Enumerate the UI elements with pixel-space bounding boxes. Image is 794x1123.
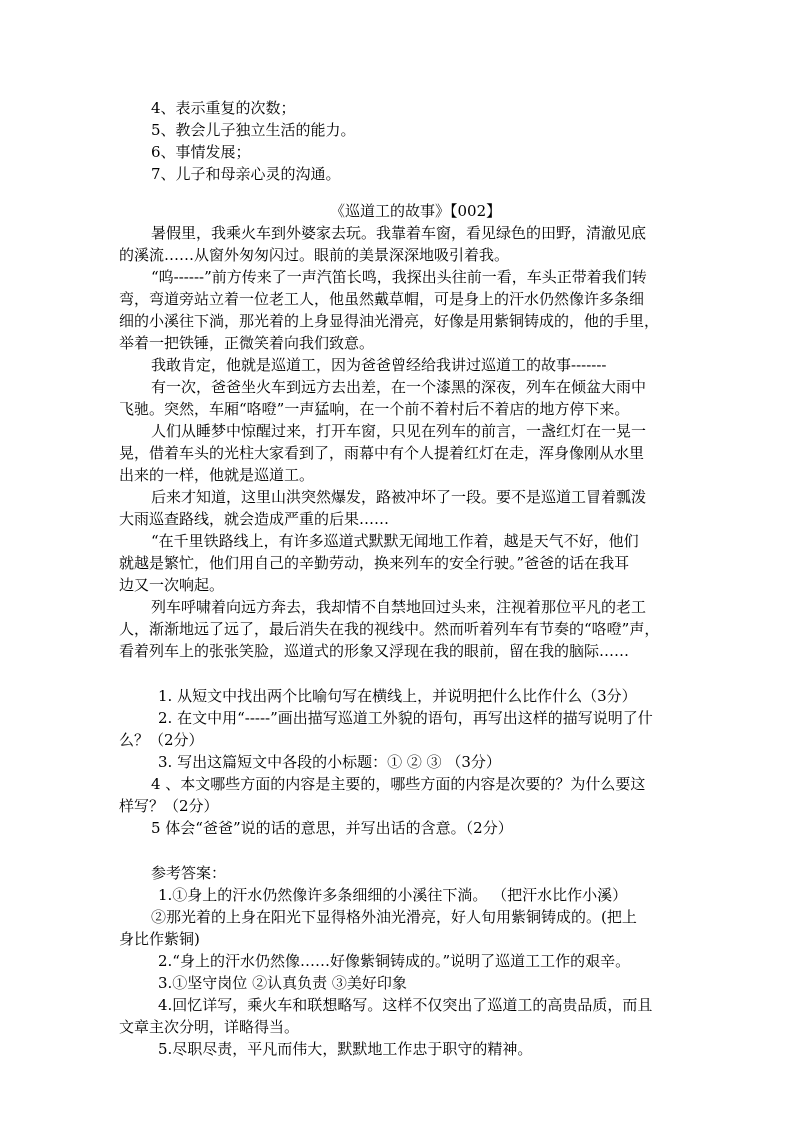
story-line: 就越是繁忙，他们用自己的辛勤劳动，换来列车的安全行驶。”爸爸的话在我耳 xyxy=(119,554,630,572)
list-item: 5、教会儿子独立生活的能力。 xyxy=(151,121,356,139)
answer-line: 文章主次分明，详略得当。 xyxy=(119,1018,300,1036)
story-line: 人，渐渐地远了远了，最后消失在我的视线中。然而听着列车有节奏的“咯噔”声， xyxy=(119,620,660,638)
answer-line: 1.①身上的汗水仍然像许多条细细的小溪往下淌。 （把汗水比作小溪） xyxy=(158,886,628,904)
story-line: 晃，借着车头的光柱大家看到了，雨幕中有个人提着红灯在走，浑身像刚从水里 xyxy=(119,444,645,462)
answer-line: 2.“身上的汗水仍然像……好像紫铜铸成的。”说明了巡道工工作的艰辛。 xyxy=(158,952,631,970)
answer-line: 5.尽职尽责，平凡而伟大，默默地工作忠于职守的精神。 xyxy=(158,1040,533,1058)
story-line: “呜------”前方传来了一声汽笛长鸣，我探出头往前一看，车头正带着我们转 xyxy=(151,268,647,286)
story-line: “在千里铁路线上，有许多巡道式默默无闻地工作着，越是天气不好，他们 xyxy=(151,532,639,550)
story-line: 举着一把铁锤，正微笑着向我们致意。 xyxy=(119,334,375,352)
answer-line: 3.①坚守岗位 ②认真负责 ③美好印象 xyxy=(158,974,407,992)
story-line: 有一次，爸爸坐火车到远方去出差，在一个漆黑的深夜，列车在倾盆大雨中 xyxy=(151,378,647,396)
story-title: 《巡道工的故事》【002】 xyxy=(330,202,502,220)
story-line: 暑假里，我乘火车到外婆家去玩。我靠着车窗，看见绿色的田野，清澈见底 xyxy=(151,224,647,242)
story-line: 后来才知道，这里山洪突然爆发，路被冲坏了一段。要不是巡道工冒着瓢泼 xyxy=(151,488,647,506)
answers-heading: 参考答案： xyxy=(151,864,227,882)
story-line: 人们从睡梦中惊醒过来，打开车窗，只见在列车的前言，一盏红灯在一晃一 xyxy=(151,422,647,440)
answer-line: ②那光着的上身在阳光下显得格外油光滑亮，好人旬用紫铜铸成的。(把上 xyxy=(151,908,637,926)
story-line: 我敢肯定，他就是巡道工，因为爸爸曾经给我讲过巡道工的故事------- xyxy=(151,356,607,374)
story-line: 大雨巡查路线，就会造成严重的后果…… xyxy=(119,510,390,528)
answer-line: 4.回忆详写，乘火车和联想略写。这样不仅突出了巡道工的高贵品质，而且 xyxy=(158,996,653,1014)
list-item: 6、事情发展； xyxy=(151,143,251,161)
story-line: 弯，弯道旁站立着一位老工人，他虽然戴草帽，可是身上的汗水仍然像许多条细 xyxy=(119,290,645,308)
question-item: 3. 写出这篇短文中各段的小标题：① ② ③ （3分） xyxy=(158,753,501,771)
question-item: 2. 在文中用“-----”画出描写巡道工外貌的语句，再写出这样的描写说明了什 xyxy=(158,709,653,727)
story-line: 看着列车上的张张笑脸，巡道式的形象又浮现在我的眼前，留在我的脑际…… xyxy=(119,642,630,660)
story-line: 的溪流……从窗外匆匆闪过。眼前的美景深深地吸引着我。 xyxy=(119,246,510,264)
story-line: 飞驰。突然，车厢“咯噔”一声猛响，在一个前不着村后不着店的地方停下来。 xyxy=(119,400,630,418)
question-item: 4 、本文哪些方面的内容是主要的，哪些方面的内容是次要的？为什么要这 xyxy=(151,775,646,793)
question-item: 1. 从短文中找出两个比喻句写在横线上，并说明把什么比作什么（3分） xyxy=(158,687,637,705)
list-item: 4、表示重复的次数； xyxy=(151,99,296,117)
question-item: 样写？（2分） xyxy=(119,797,219,815)
story-line: 列车呼啸着向远方奔去，我却情不自禁地回过头来，注视着那位平凡的老工 xyxy=(151,598,647,616)
question-item: 5 体会“爸爸”说的话的意思，并写出话的含意。（2分） xyxy=(151,819,513,837)
story-line: 边又一次响起。 xyxy=(119,576,225,594)
story-line: 出来的一样，他就是巡道工。 xyxy=(119,466,315,484)
answer-line: 身比作紫铜) xyxy=(119,930,200,948)
list-item: 7、儿子和母亲心灵的沟通。 xyxy=(151,165,341,183)
story-line: 细的小溪往下淌，那光着的上身显得油光滑亮，好像是用紫铜铸成的，他的手里， xyxy=(119,312,660,330)
question-item: 么？（2分） xyxy=(119,731,204,749)
